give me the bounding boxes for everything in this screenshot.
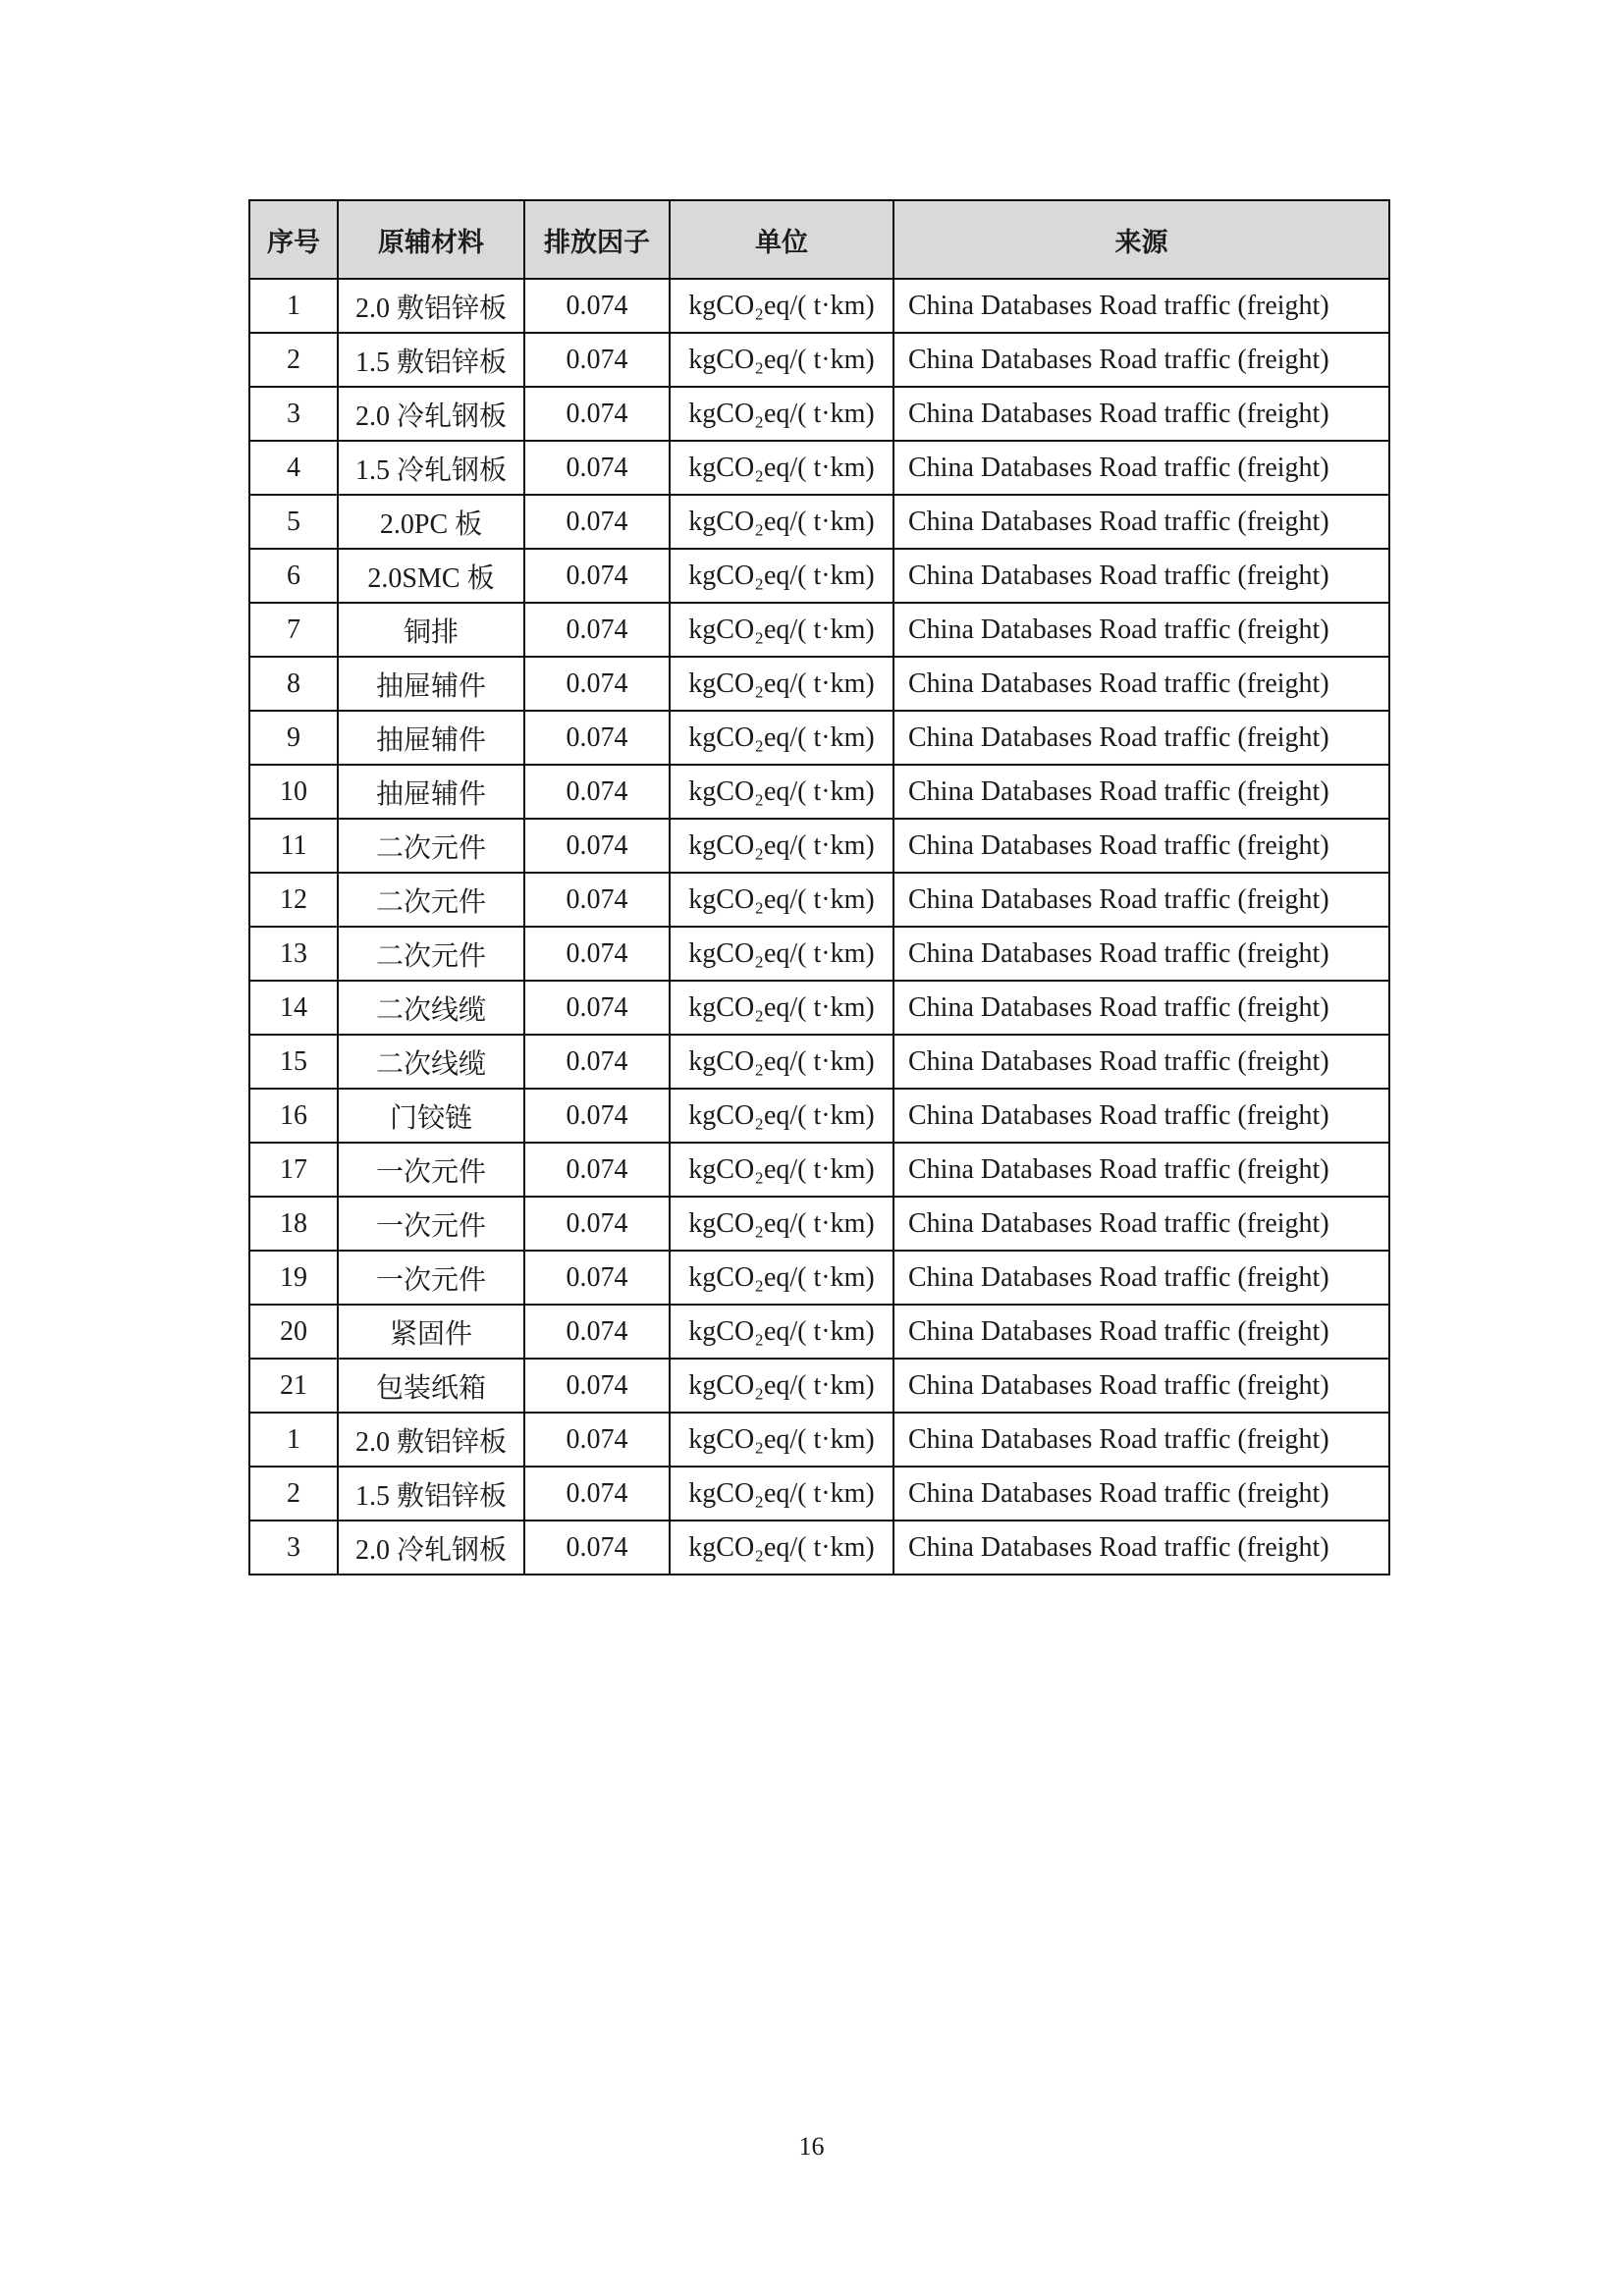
cell-emission-factor: 0.074 xyxy=(524,1035,670,1089)
cell-serial-number: 1 xyxy=(249,279,338,333)
cell-unit: kgCO₂eq/( t·km) xyxy=(670,1251,893,1305)
cell-material: 2.0 冷轧钢板 xyxy=(338,387,524,441)
table-row xyxy=(249,387,1389,441)
cell-emission-factor: 0.074 xyxy=(524,279,670,333)
table-row xyxy=(249,549,1389,603)
table-row xyxy=(249,765,1389,819)
cell-emission-factor: 0.074 xyxy=(524,819,670,873)
cell-source: China Databases Road traffic (freight) xyxy=(893,1197,1389,1251)
cell-source: China Databases Road traffic (freight) xyxy=(893,657,1389,711)
cell-source: China Databases Road traffic (freight) xyxy=(893,1359,1389,1413)
cell-unit: kgCO₂eq/( t·km) xyxy=(670,279,893,333)
cell-unit: kgCO₂eq/( t·km) xyxy=(670,711,893,765)
cell-source: China Databases Road traffic (freight) xyxy=(893,1521,1389,1575)
cell-source: China Databases Road traffic (freight) xyxy=(893,603,1389,657)
cell-serial-number: 10 xyxy=(249,765,338,819)
cell-serial-number: 2 xyxy=(249,333,338,387)
table-row xyxy=(249,1035,1389,1089)
cell-unit: kgCO₂eq/( t·km) xyxy=(670,1197,893,1251)
cell-source: China Databases Road traffic (freight) xyxy=(893,711,1389,765)
table-row xyxy=(249,1521,1389,1575)
cell-source: China Databases Road traffic (freight) xyxy=(893,1251,1389,1305)
table-header-row xyxy=(249,200,1389,279)
cell-emission-factor: 0.074 xyxy=(524,1089,670,1143)
cell-source: China Databases Road traffic (freight) xyxy=(893,819,1389,873)
cell-material: 抽屉辅件 xyxy=(338,711,524,765)
cell-serial-number: 21 xyxy=(249,1359,338,1413)
emission-factor-table xyxy=(248,199,1390,1575)
cell-material: 1.5 敷铝锌板 xyxy=(338,333,524,387)
table-row xyxy=(249,1359,1389,1413)
cell-emission-factor: 0.074 xyxy=(524,711,670,765)
cell-unit: kgCO₂eq/( t·km) xyxy=(670,495,893,549)
cell-serial-number: 19 xyxy=(249,1251,338,1305)
cell-unit: kgCO₂eq/( t·km) xyxy=(670,657,893,711)
cell-serial-number: 15 xyxy=(249,1035,338,1089)
cell-unit: kgCO₂eq/( t·km) xyxy=(670,1467,893,1521)
table-row xyxy=(249,1089,1389,1143)
table-row xyxy=(249,711,1389,765)
table-row xyxy=(249,1467,1389,1521)
cell-source: China Databases Road traffic (freight) xyxy=(893,441,1389,495)
table-row xyxy=(249,1413,1389,1467)
cell-source: China Databases Road traffic (freight) xyxy=(893,873,1389,927)
table-row xyxy=(249,1251,1389,1305)
cell-source: China Databases Road traffic (freight) xyxy=(893,1035,1389,1089)
header-emission-factor: 排放因子 xyxy=(524,200,670,279)
cell-material: 1.5 敷铝锌板 xyxy=(338,1467,524,1521)
table-body xyxy=(249,279,1389,1575)
header-unit: 单位 xyxy=(670,200,893,279)
cell-unit: kgCO₂eq/( t·km) xyxy=(670,981,893,1035)
table-row xyxy=(249,603,1389,657)
cell-serial-number: 16 xyxy=(249,1089,338,1143)
cell-material: 一次元件 xyxy=(338,1251,524,1305)
cell-serial-number: 1 xyxy=(249,1413,338,1467)
cell-emission-factor: 0.074 xyxy=(524,1467,670,1521)
cell-serial-number: 12 xyxy=(249,873,338,927)
cell-material: 抽屉辅件 xyxy=(338,657,524,711)
cell-emission-factor: 0.074 xyxy=(524,1413,670,1467)
cell-serial-number: 5 xyxy=(249,495,338,549)
cell-unit: kgCO₂eq/( t·km) xyxy=(670,333,893,387)
cell-emission-factor: 0.074 xyxy=(524,1359,670,1413)
cell-unit: kgCO₂eq/( t·km) xyxy=(670,873,893,927)
table-row xyxy=(249,927,1389,981)
cell-emission-factor: 0.074 xyxy=(524,495,670,549)
table-row xyxy=(249,657,1389,711)
cell-source: China Databases Road traffic (freight) xyxy=(893,495,1389,549)
cell-emission-factor: 0.074 xyxy=(524,603,670,657)
table-row xyxy=(249,495,1389,549)
cell-material: 1.5 冷轧钢板 xyxy=(338,441,524,495)
cell-material: 二次元件 xyxy=(338,819,524,873)
cell-serial-number: 4 xyxy=(249,441,338,495)
cell-unit: kgCO₂eq/( t·km) xyxy=(670,1035,893,1089)
table-row xyxy=(249,873,1389,927)
cell-emission-factor: 0.074 xyxy=(524,333,670,387)
cell-serial-number: 18 xyxy=(249,1197,338,1251)
cell-serial-number: 13 xyxy=(249,927,338,981)
cell-material: 抽屉辅件 xyxy=(338,765,524,819)
cell-source: China Databases Road traffic (freight) xyxy=(893,1413,1389,1467)
cell-serial-number: 14 xyxy=(249,981,338,1035)
cell-source: China Databases Road traffic (freight) xyxy=(893,549,1389,603)
cell-source: China Databases Road traffic (freight) xyxy=(893,1143,1389,1197)
cell-unit: kgCO₂eq/( t·km) xyxy=(670,765,893,819)
cell-serial-number: 6 xyxy=(249,549,338,603)
cell-material: 二次元件 xyxy=(338,927,524,981)
table-row xyxy=(249,1305,1389,1359)
cell-material: 紧固件 xyxy=(338,1305,524,1359)
cell-material: 2.0PC 板 xyxy=(338,495,524,549)
cell-serial-number: 11 xyxy=(249,819,338,873)
table-row xyxy=(249,279,1389,333)
cell-unit: kgCO₂eq/( t·km) xyxy=(670,1359,893,1413)
cell-serial-number: 20 xyxy=(249,1305,338,1359)
cell-source: China Databases Road traffic (freight) xyxy=(893,387,1389,441)
cell-unit: kgCO₂eq/( t·km) xyxy=(670,1521,893,1575)
cell-material: 2.0 冷轧钢板 xyxy=(338,1521,524,1575)
cell-material: 二次线缆 xyxy=(338,1035,524,1089)
cell-source: China Databases Road traffic (freight) xyxy=(893,279,1389,333)
table-row xyxy=(249,333,1389,387)
page-number: 16 xyxy=(798,2132,825,2161)
cell-source: China Databases Road traffic (freight) xyxy=(893,333,1389,387)
cell-serial-number: 8 xyxy=(249,657,338,711)
cell-emission-factor: 0.074 xyxy=(524,657,670,711)
header-material: 原辅材料 xyxy=(338,200,524,279)
cell-unit: kgCO₂eq/( t·km) xyxy=(670,1089,893,1143)
cell-source: China Databases Road traffic (freight) xyxy=(893,1467,1389,1521)
table-row xyxy=(249,981,1389,1035)
table-row xyxy=(249,441,1389,495)
cell-unit: kgCO₂eq/( t·km) xyxy=(670,819,893,873)
table-row xyxy=(249,1143,1389,1197)
cell-source: China Databases Road traffic (freight) xyxy=(893,765,1389,819)
cell-material: 二次元件 xyxy=(338,873,524,927)
cell-unit: kgCO₂eq/( t·km) xyxy=(670,1413,893,1467)
cell-material: 二次线缆 xyxy=(338,981,524,1035)
cell-emission-factor: 0.074 xyxy=(524,927,670,981)
cell-serial-number: 17 xyxy=(249,1143,338,1197)
cell-serial-number: 2 xyxy=(249,1467,338,1521)
cell-material: 一次元件 xyxy=(338,1143,524,1197)
cell-source: China Databases Road traffic (freight) xyxy=(893,927,1389,981)
table-row xyxy=(249,819,1389,873)
cell-unit: kgCO₂eq/( t·km) xyxy=(670,387,893,441)
cell-serial-number: 3 xyxy=(249,387,338,441)
cell-unit: kgCO₂eq/( t·km) xyxy=(670,441,893,495)
cell-serial-number: 3 xyxy=(249,1521,338,1575)
cell-unit: kgCO₂eq/( t·km) xyxy=(670,603,893,657)
cell-emission-factor: 0.074 xyxy=(524,1305,670,1359)
cell-source: China Databases Road traffic (freight) xyxy=(893,1089,1389,1143)
cell-emission-factor: 0.074 xyxy=(524,387,670,441)
cell-serial-number: 9 xyxy=(249,711,338,765)
cell-material: 铜排 xyxy=(338,603,524,657)
cell-serial-number: 7 xyxy=(249,603,338,657)
cell-emission-factor: 0.074 xyxy=(524,1143,670,1197)
cell-emission-factor: 0.074 xyxy=(524,1197,670,1251)
cell-emission-factor: 0.074 xyxy=(524,981,670,1035)
header-source: 来源 xyxy=(893,200,1389,279)
header-serial-number: 序号 xyxy=(249,200,338,279)
cell-emission-factor: 0.074 xyxy=(524,1521,670,1575)
cell-unit: kgCO₂eq/( t·km) xyxy=(670,1143,893,1197)
cell-emission-factor: 0.074 xyxy=(524,873,670,927)
cell-emission-factor: 0.074 xyxy=(524,1251,670,1305)
cell-emission-factor: 0.074 xyxy=(524,765,670,819)
cell-emission-factor: 0.074 xyxy=(524,549,670,603)
cell-unit: kgCO₂eq/( t·km) xyxy=(670,927,893,981)
cell-emission-factor: 0.074 xyxy=(524,441,670,495)
cell-source: China Databases Road traffic (freight) xyxy=(893,1305,1389,1359)
cell-source: China Databases Road traffic (freight) xyxy=(893,981,1389,1035)
cell-material: 门铰链 xyxy=(338,1089,524,1143)
cell-material: 2.0 敷铝锌板 xyxy=(338,1413,524,1467)
cell-material: 一次元件 xyxy=(338,1197,524,1251)
cell-material: 2.0SMC 板 xyxy=(338,549,524,603)
cell-material: 2.0 敷铝锌板 xyxy=(338,279,524,333)
cell-unit: kgCO₂eq/( t·km) xyxy=(670,1305,893,1359)
cell-material: 包装纸箱 xyxy=(338,1359,524,1413)
cell-unit: kgCO₂eq/( t·km) xyxy=(670,549,893,603)
table-row xyxy=(249,1197,1389,1251)
